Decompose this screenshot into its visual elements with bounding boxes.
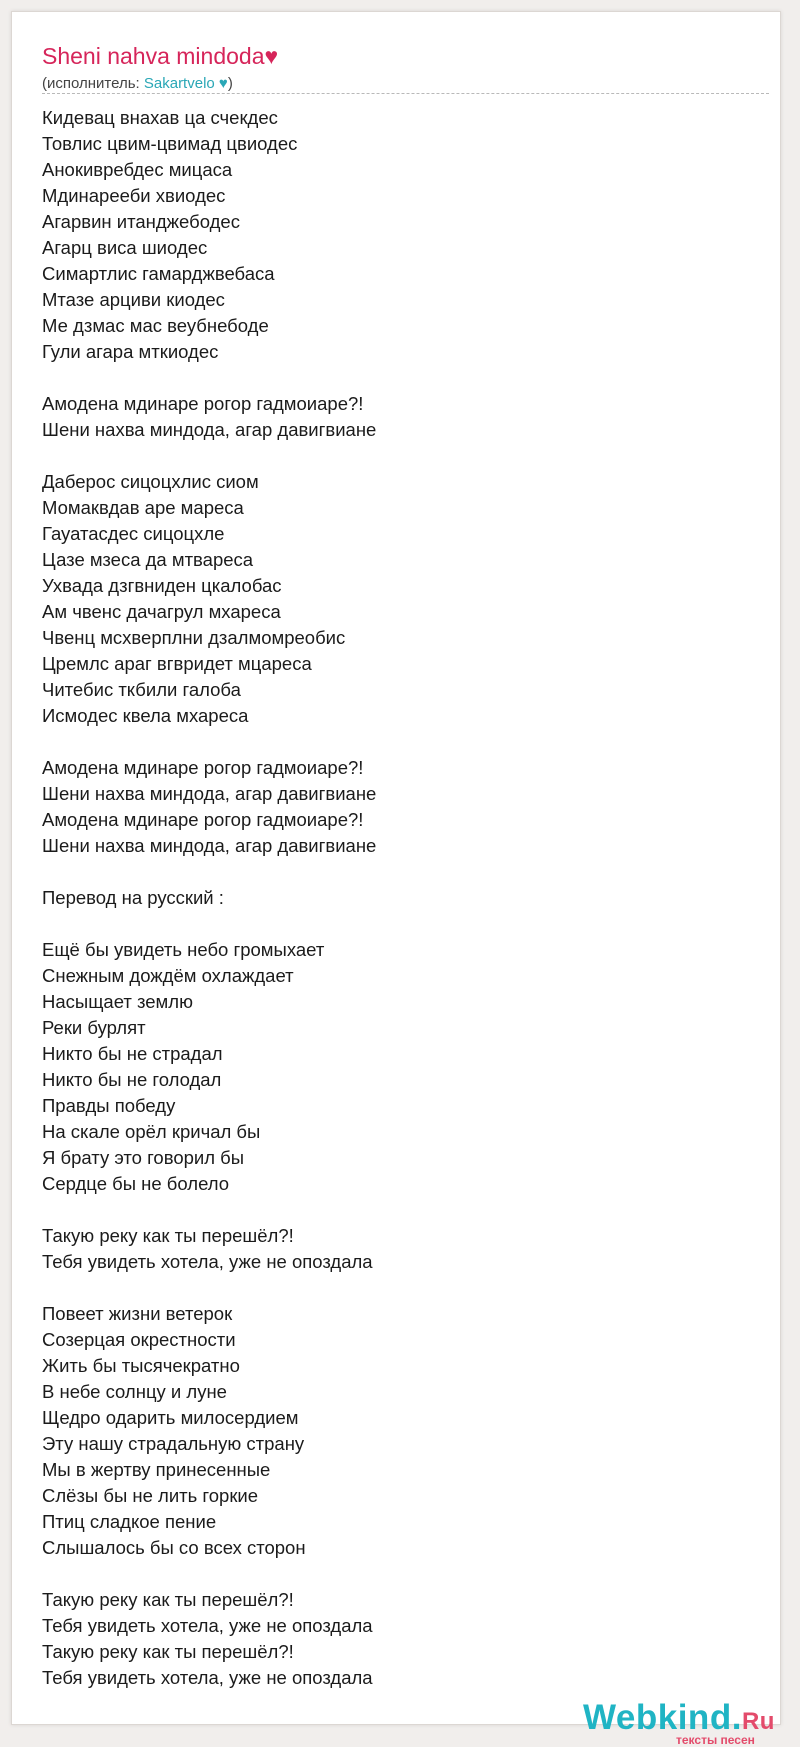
artist-line	[42, 74, 233, 94]
lyric-line: Птиц сладкое пение	[42, 1511, 217, 1532]
lyric-line: Щедро одарить милосердием	[42, 1407, 299, 1428]
lyric-line: Тебя увидеть хотела, уже не опоздала	[42, 1251, 373, 1272]
lyric-line: Шени нахва миндода, агар давигвиане	[42, 783, 377, 804]
watermark-subtitle: тексты песен	[676, 1733, 755, 1747]
lyric-line: Жить бы тысячекратно	[42, 1355, 240, 1376]
lyric-line: Чвенц мсхверплни дзалмомреобис	[42, 627, 346, 648]
stanza-gap	[42, 1561, 376, 1587]
watermark-dot: .	[731, 1698, 742, 1737]
lyric-line: Мтазе арциви киодес	[42, 289, 225, 310]
lyric-line: Тебя увидеть хотела, уже не опоздала	[42, 1667, 373, 1688]
lyric-line: Ухвада дзгвниден цкалобас	[42, 575, 282, 596]
lyric-line: Слышалось бы со всех сторон	[42, 1537, 306, 1558]
lyric-line: Созерцая окрестности	[42, 1329, 236, 1350]
lyric-line: Читебис ткбили галоба	[42, 679, 241, 700]
lyric-line: Даберос сицоцхлис сиом	[42, 471, 259, 492]
lyric-line: Агарвин итанджебодес	[42, 211, 240, 232]
song-title: Sheni nahva mindoda♥	[42, 43, 279, 69]
lyric-line: Гауатасдес сицоцхле	[42, 523, 225, 544]
site-watermark	[583, 1698, 783, 1747]
lyric-line: Насыщает землю	[42, 991, 193, 1012]
lyric-line: Гули агара мткиодес	[42, 341, 219, 362]
lyric-line: Товлис цвим-цвимад цвиодес	[42, 133, 298, 154]
watermark-name: Webkind	[583, 1698, 732, 1737]
lyric-line: Амодена мдинаре рогор гадмоиаре?!	[42, 757, 364, 778]
lyric-line: Момаквдав аре мареса	[42, 497, 244, 518]
lyric-line: Амодена мдинаре рогор гадмоиаре?!	[42, 393, 364, 414]
stanza-gap	[42, 1275, 376, 1301]
lyric-line: Анокивребдес мицаса	[42, 159, 233, 180]
lyric-line: Кидевац внахав ца счекдес	[42, 107, 278, 128]
lyrics-text	[42, 105, 376, 1691]
lyric-line: Агарц виса шиодес	[42, 237, 208, 258]
lyric-line: Сердце бы не болело	[42, 1173, 230, 1194]
lyric-line: Мы в жертву принесенные	[42, 1459, 271, 1480]
lyric-line: Цазе мзеса да мтвареса	[42, 549, 254, 570]
lyric-line: На скале орёл кричал бы	[42, 1121, 261, 1142]
lyric-line: Никто бы не голодал	[42, 1069, 222, 1090]
lyric-line: Шени нахва миндода, агар давигвиане	[42, 835, 377, 856]
stanza-gap	[42, 729, 376, 755]
lyric-line: Правды победу	[42, 1095, 176, 1116]
lyric-line: В небе солнцу и луне	[42, 1381, 227, 1402]
stanza-gap	[42, 911, 376, 937]
lyric-line: Ам чвенс дачагрул мхареса	[42, 601, 281, 622]
lyrics-card	[11, 11, 781, 1747]
stanza-gap	[42, 365, 376, 391]
artist-prefix: (исполнитель:	[42, 75, 144, 92]
lyric-line: Шени нахва миндода, агар давигвиане	[42, 419, 377, 440]
lyric-line: Тебя увидеть хотела, уже не опоздала	[42, 1615, 373, 1636]
lyric-line: Цремлс араг вгвридет мцареса	[42, 653, 312, 674]
lyric-line: Я брату это говорил бы	[42, 1147, 245, 1168]
heart-icon: ♥	[218, 75, 228, 92]
lyric-line: Мдинарееби хвиодес	[42, 185, 226, 206]
lyric-line: Исмодес квела мхареса	[42, 705, 249, 726]
lyric-line: Повеет жизни ветерок	[42, 1303, 233, 1324]
artist-link[interactable]	[144, 75, 228, 92]
lyric-line: Никто бы не страдал	[42, 1043, 223, 1064]
lyric-line: Такую реку как ты перешёл?!	[42, 1589, 294, 1610]
lyric-line: Симартлис гамарджвебаса	[42, 263, 275, 284]
lyric-line: Эту нашу страдальную страну	[42, 1433, 305, 1454]
lyric-line: Снежным дождём охлаждает	[42, 965, 294, 986]
stanza-gap	[42, 1197, 376, 1223]
lyric-line: Амодена мдинаре рогор гадмоиаре?!	[42, 809, 364, 830]
watermark-tld: Ru	[741, 1708, 775, 1735]
lyric-line: Слёзы бы не лить горкие	[42, 1485, 259, 1506]
lyric-line: Такую реку как ты перешёл?!	[42, 1641, 294, 1662]
lyric-line: Перевод на русский :	[42, 887, 224, 908]
lyric-line: Ещё бы увидеть небо громыхает	[42, 939, 325, 960]
lyric-line: Такую реку как ты перешёл?!	[42, 1225, 294, 1246]
artist-suffix: )	[227, 75, 233, 92]
artist-name[interactable]: Sakartvelo	[143, 75, 215, 92]
lyric-line: Реки бурлят	[42, 1017, 146, 1038]
stanza-gap	[42, 859, 376, 885]
stanza-gap	[42, 443, 376, 469]
title-divider	[42, 93, 769, 94]
lyric-line: Ме дзмас мас веубнебоде	[42, 315, 269, 336]
